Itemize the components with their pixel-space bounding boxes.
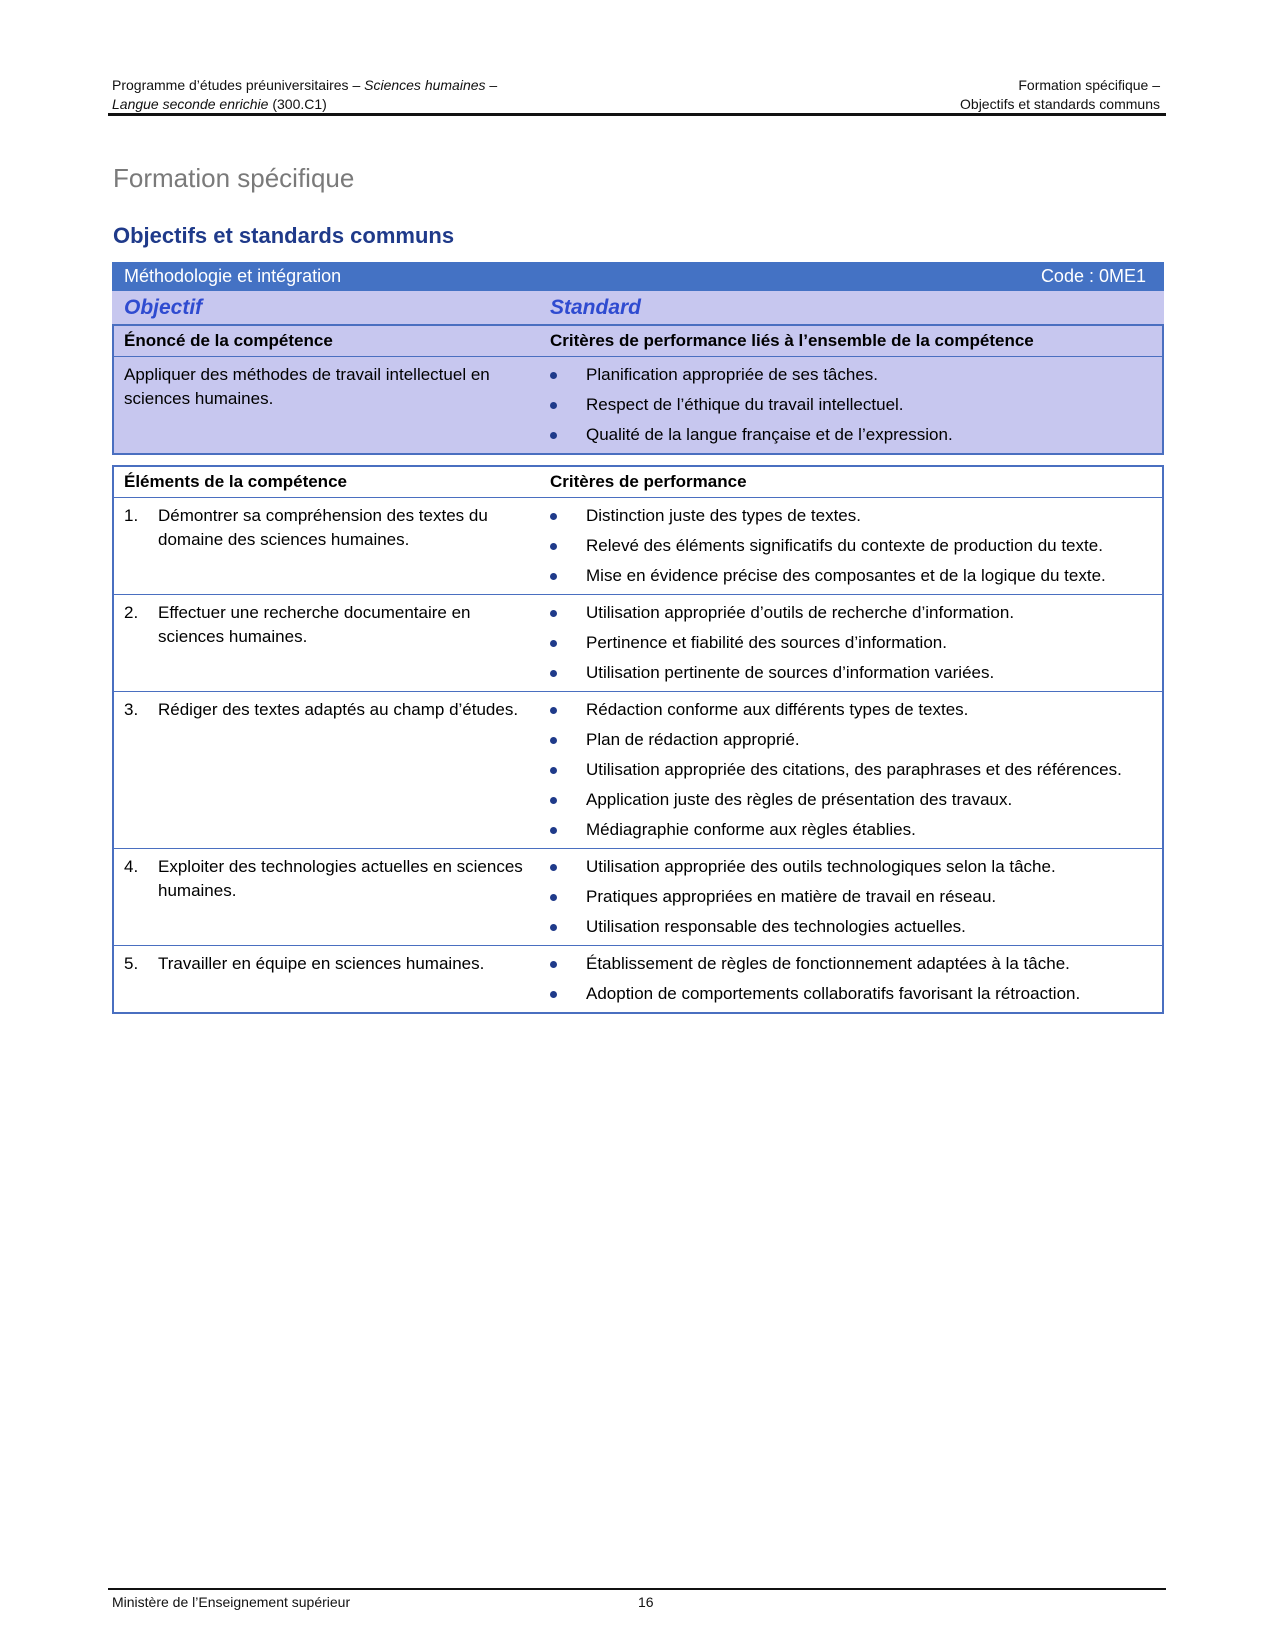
bullet-icon (550, 767, 557, 774)
running-header (112, 76, 1160, 114)
bullet-icon (550, 864, 557, 871)
table-row (114, 692, 1162, 849)
table-row (114, 946, 1162, 1012)
objectif-label: Objectif (124, 296, 203, 319)
list-item: Plan de rédaction approprié. (550, 728, 1152, 752)
criteria-cell (550, 692, 1162, 848)
criteres-header: Critères de performance (550, 472, 747, 491)
bullet-icon (550, 991, 557, 998)
section-title: Formation spécifique (113, 163, 355, 193)
list-item: Utilisation appropriée des outils technologiques selon la tâche. (550, 855, 1152, 879)
list-item: Respect de l’éthique du travail intellectuel. (550, 393, 1152, 417)
criteria-cell (550, 849, 1162, 945)
list-item: Adoption de comportements collaboratifs favorisant la rétroaction. (550, 982, 1152, 1006)
list-item: Planification appropriée de ses tâches. (550, 363, 1152, 387)
table-row (114, 498, 1162, 595)
bullet-icon (550, 707, 557, 714)
bullet-icon (550, 827, 557, 834)
list-item: Distinction juste des types de textes. (550, 504, 1152, 528)
list-item: Utilisation responsable des technologies actuelles. (550, 915, 1152, 939)
element-number: 5. (124, 954, 139, 973)
statement-row (114, 357, 1162, 453)
running-header-left: Programme d’études préuniversitaires – Sciences humaines – Langue seconde enrichie (300.C1) (112, 77, 498, 112)
footer-rule (108, 1588, 1166, 1590)
bullet-icon (550, 610, 557, 617)
list-item: Utilisation pertinente de sources d’information variées. (550, 661, 1152, 685)
list-item: Établissement de règles de fonctionnement adaptées à la tâche. (550, 952, 1152, 976)
bullet-icon (550, 797, 557, 804)
list-item: Utilisation appropriée d’outils de recherche d’information. (550, 601, 1152, 625)
enonce-text: Appliquer des méthodes de travail intellectuel en sciences humaines. (124, 365, 490, 408)
list-item: Qualité de la langue française et de l’expression. (550, 423, 1152, 447)
bullet-icon (550, 737, 557, 744)
bullet-icon (550, 573, 557, 580)
element-text: Rédiger des textes adaptés au champ d’études. (158, 700, 519, 719)
page-number: 16 (638, 1594, 654, 1610)
criteres-ensemble-cell (550, 357, 1162, 453)
element-text: Exploiter des technologies actuelles en sciences humaines. (158, 857, 523, 900)
subsection-title: Objectifs et standards communs (113, 223, 455, 248)
bullet-icon (550, 432, 557, 439)
competency-block (112, 262, 1164, 1014)
elements-table (112, 465, 1164, 1014)
element-text: Démontrer sa compréhension des textes du domaine des sciences humaines. (158, 506, 488, 549)
element-number: 2. (124, 603, 139, 622)
list-item: Pertinence et fiabilité des sources d’information. (550, 631, 1152, 655)
criteria-cell (550, 946, 1162, 1012)
list-item: Application juste des règles de présentation des travaux. (550, 788, 1152, 812)
competency-code: Code : 0ME1 (1040, 266, 1146, 286)
list-item: Mise en évidence précise des composantes et de la logique du texte. (550, 564, 1152, 588)
running-header-right: Formation spécifique – Objectifs et standards communs (960, 77, 1160, 112)
element-text: Travailler en équipe en sciences humaines. (158, 954, 485, 973)
header-rule (108, 113, 1166, 116)
element-text: Effectuer une recherche documentaire en sciences humaines. (158, 603, 471, 646)
statement-header-row (114, 326, 1162, 357)
bullet-icon (550, 924, 557, 931)
bullet-icon (550, 894, 557, 901)
competency-title: Méthodologie et intégration (124, 266, 342, 286)
list-item: Rédaction conforme aux différents types de textes. (550, 698, 1152, 722)
element-number: 4. (124, 857, 139, 876)
bullet-icon (550, 961, 557, 968)
bullet-icon (550, 372, 557, 379)
element-number: 3. (124, 700, 139, 719)
standard-label: Standard (550, 296, 642, 319)
elements-header: Éléments de la compétence (124, 472, 347, 491)
bullet-icon (550, 670, 557, 677)
criteria-cell (550, 498, 1162, 594)
enonce-header: Énoncé de la compétence (124, 331, 333, 350)
list-item: Pratiques appropriées en matière de travail en réseau. (550, 885, 1152, 909)
criteria-cell (550, 595, 1162, 691)
table-row (114, 849, 1162, 946)
table-row (114, 595, 1162, 692)
bullet-icon (550, 402, 557, 409)
elements-header-row (114, 467, 1162, 498)
list-item: Relevé des éléments significatifs du contexte de production du texte. (550, 534, 1152, 558)
bullet-icon (550, 513, 557, 520)
criteres-ensemble-header: Critères de performance liés à l’ensemble de la compétence (550, 331, 1034, 350)
list-item: Utilisation appropriée des citations, des paraphrases et des références. (550, 758, 1152, 782)
bullet-icon (550, 640, 557, 647)
competency-title-bar (112, 262, 1164, 291)
list-item: Médiagraphie conforme aux règles établies. (550, 818, 1152, 842)
bullet-icon (550, 543, 557, 550)
footer-left: Ministère de l’Enseignement supérieur (112, 1594, 351, 1610)
element-number: 1. (124, 506, 139, 525)
statement-table (112, 324, 1164, 455)
objective-standard-row (112, 291, 1164, 324)
